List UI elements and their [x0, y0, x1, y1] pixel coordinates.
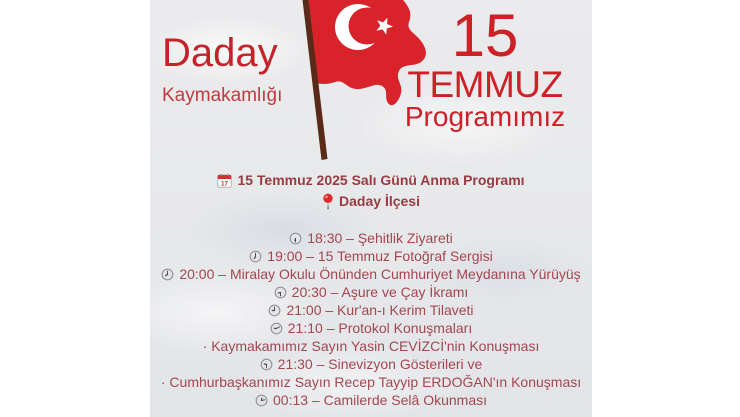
location-line — [150, 191, 592, 212]
title-program: Programımız — [404, 101, 566, 132]
program-list — [150, 229, 592, 409]
event-text: 20:30 – Aşure ve Çay İkramı — [291, 284, 469, 300]
program-item — [150, 229, 592, 247]
clock-icon — [255, 394, 268, 407]
calendar-icon — [217, 173, 232, 188]
clock-icon — [260, 358, 273, 371]
program-item — [150, 265, 592, 283]
clock-icon — [274, 286, 287, 299]
program-item — [150, 391, 592, 409]
event-text: 21:30 – Sinevizyon Gösterileri ve — [277, 356, 483, 372]
event-text: 21:10 – Protokol Konuşmaları — [287, 320, 473, 336]
date-line — [150, 170, 592, 191]
program-item — [150, 337, 592, 355]
clock-icon — [270, 322, 283, 335]
location-text: Daday İlçesi — [339, 193, 420, 209]
event-text: 20:00 – Miralay Okulu Önünden Cumhuriyet Meydanına Yürüyüş — [179, 266, 581, 282]
title-month: TEMMUZ — [407, 64, 563, 105]
event-text: 18:30 – Şehitlik Ziyareti — [307, 230, 453, 246]
clock-icon — [268, 304, 281, 317]
district-title: Daday — [162, 31, 278, 75]
event-text: 00:13 – Camilerde Selâ Okunması — [273, 392, 487, 408]
note-text: · Kaymakamımız Sayın Yasin CEVİZCİ'nin Konuşması — [202, 338, 540, 354]
left-title-block — [162, 30, 282, 106]
title-number: 15 — [451, 2, 519, 69]
crescent-cut — [349, 8, 386, 45]
clock-icon — [289, 232, 302, 245]
calendar-day: 17 — [221, 180, 229, 188]
date-text: 15 Temmuz 2025 Salı Günü Anma Programı — [237, 172, 525, 188]
district-subtitle: Kaymakamlığı — [162, 85, 283, 106]
info-block — [150, 170, 592, 212]
pin-icon — [322, 193, 334, 210]
program-item — [150, 355, 592, 373]
note-text: · Cumhurbaşkanımız Sayın Recep Tayyip ERDOĞAN'ın Konuşması — [160, 374, 582, 390]
poster — [150, 0, 592, 417]
program-item — [150, 283, 592, 301]
program-item — [150, 301, 592, 319]
right-title-block — [395, 4, 575, 132]
program-item — [150, 373, 592, 391]
event-text: 21:00 – Kur'an-ı Kerim Tilaveti — [286, 302, 474, 318]
event-text: 19:00 – 15 Temmuz Fotoğraf Sergisi — [267, 248, 493, 264]
clock-icon — [161, 268, 174, 281]
program-item — [150, 247, 592, 265]
program-item — [150, 319, 592, 337]
clock-icon — [249, 250, 262, 263]
